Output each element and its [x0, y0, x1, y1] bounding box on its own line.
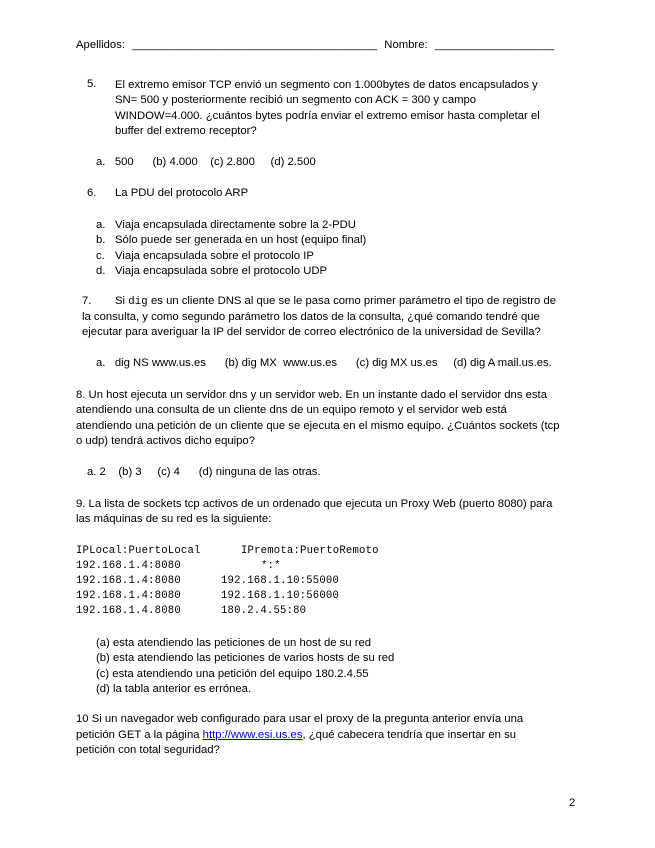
socket-table-cell: 192.168.1.4:8080: [76, 560, 181, 572]
q8-options: a. 2 (b) 3 (c) 4 (d) ninguna de las otras.: [87, 466, 321, 478]
socket-table-header-remote: IPremota:PuertoRemoto: [241, 545, 379, 557]
socket-table-cell: 192.168.1.10:56000: [221, 590, 340, 602]
q8-line: atendiendo una petición de un cliente que se ejecuta en el mismo equipo. ¿Cuántos sockets (tcp: [76, 419, 560, 432]
q9-text: [76, 497, 552, 528]
socket-table-cell: 180.2.4.55:80: [221, 605, 307, 617]
q6-number: 6.: [87, 187, 97, 199]
q10-line1: 10 Si un navegador web configurado para usar el proxy de la pregunta anterior envía una: [76, 713, 524, 725]
esi-link[interactable]: http://www.esi.us.es: [202, 729, 303, 741]
q5-line: buffer del extremo receptor?: [115, 125, 257, 138]
q8-text: [76, 388, 560, 450]
q7-options: a. dig NS www.us.es (b) dig MX www.us.es (c) dig MX us.es (d) dig A mail.us.es.: [96, 357, 552, 369]
q7-line2: la consulta, y como segundo parámetro los datos de la consulta, ¿qué comando tendré que: [82, 311, 540, 323]
q9-line: las máquinas de su red es la siguiente:: [76, 513, 272, 526]
socket-table-cell: *:*: [261, 560, 281, 572]
socket-table-cell: 192.168.1.4:8080: [76, 590, 181, 602]
nombre-field: ___________________: [434, 39, 555, 51]
nombre-label: Nombre:: [384, 39, 428, 51]
q10-line2: petición GET a la página http://www.esi.us.es, ¿qué cabecera tendría que insertar en su: [76, 729, 517, 741]
apellidos-label: Apellidos:: [76, 39, 125, 51]
header-line: [76, 39, 554, 51]
q6-text: La PDU del protocolo ARP: [115, 187, 249, 199]
q8-line: atendiendo una consulta de un cliente dns de un equipo remoto y el servidor web está: [76, 404, 507, 417]
q5-line: WINDOW=4.000. ¿cuántos bytes podría enviar el extremo emisor hasta completar el: [115, 109, 540, 122]
q8-line: 8. Un host ejecuta un servidor dns y un servidor web. En un instante dado el servidor dns esta: [76, 389, 547, 401]
q6-option: b. Sólo puede ser generada en un host (equipo final): [96, 234, 367, 247]
socket-table-cell: 192.168.1.10:55000: [221, 575, 340, 587]
q10-line3: petición con total seguridad?: [76, 744, 220, 756]
q6-option: d. Viaja encapsulada sobre el protocolo UDP: [96, 265, 328, 278]
q5-options: a. 500 (b) 4.000 (c) 2.800 (d) 2.500: [96, 156, 316, 168]
q6-options: [96, 218, 366, 280]
q9-option: (d) la tabla anterior es errónea.: [96, 683, 252, 696]
q5-text: [115, 78, 540, 140]
q6-option: c. Viaja encapsulada sobre el protocolo IP: [96, 249, 314, 262]
q9-option: (c) esta atendiendo una petición del equipo 180.2.4.55: [96, 667, 369, 680]
socket-table-cell: 192.168.1.4:8080: [76, 575, 181, 587]
q9-line: 9. La lista de sockets tcp activos de un ordenado que ejecuta un Proxy Web (puerto 8080) para: [76, 498, 553, 510]
q5-line: SN= 500 y posteriormente recibió un segmento con ACK = 300 y campo: [115, 94, 477, 107]
dig-command: dig: [128, 296, 148, 308]
page-number: 2: [569, 797, 576, 809]
socket-table-cell: 192.168.1.4.8080: [76, 605, 181, 617]
q5-line: El extremo emisor TCP envió un segmento con 1.000bytes de datos encapsulados y: [115, 79, 538, 91]
q6-option: a. Viaja encapsulada directamente sobre la 2-PDU: [96, 219, 356, 231]
q9-option: (a) esta atendiendo las peticiones de un host de su red: [96, 637, 372, 649]
q7-line1: Si dig es un cliente DNS al que se le pasa como primer parámetro el tipo de registro de: [115, 295, 557, 308]
q9-option: (b) esta atendiendo las peticiones de varios hosts de su red: [96, 652, 395, 665]
q8-line: o udp) tendrá activos dicho equipo?: [76, 435, 255, 448]
apellidos-field: _______________________________________: [132, 39, 378, 51]
socket-table-header-local: IPLocal:PuertoLocal: [76, 545, 201, 557]
q7-line3: ejecutar para averiguar la IP del servidor de correo electrónico de la universidad de Sevilla?: [82, 326, 541, 338]
q5-number: 5.: [87, 78, 97, 90]
q9-options: [96, 636, 394, 698]
q7-number: 7.: [82, 295, 92, 307]
